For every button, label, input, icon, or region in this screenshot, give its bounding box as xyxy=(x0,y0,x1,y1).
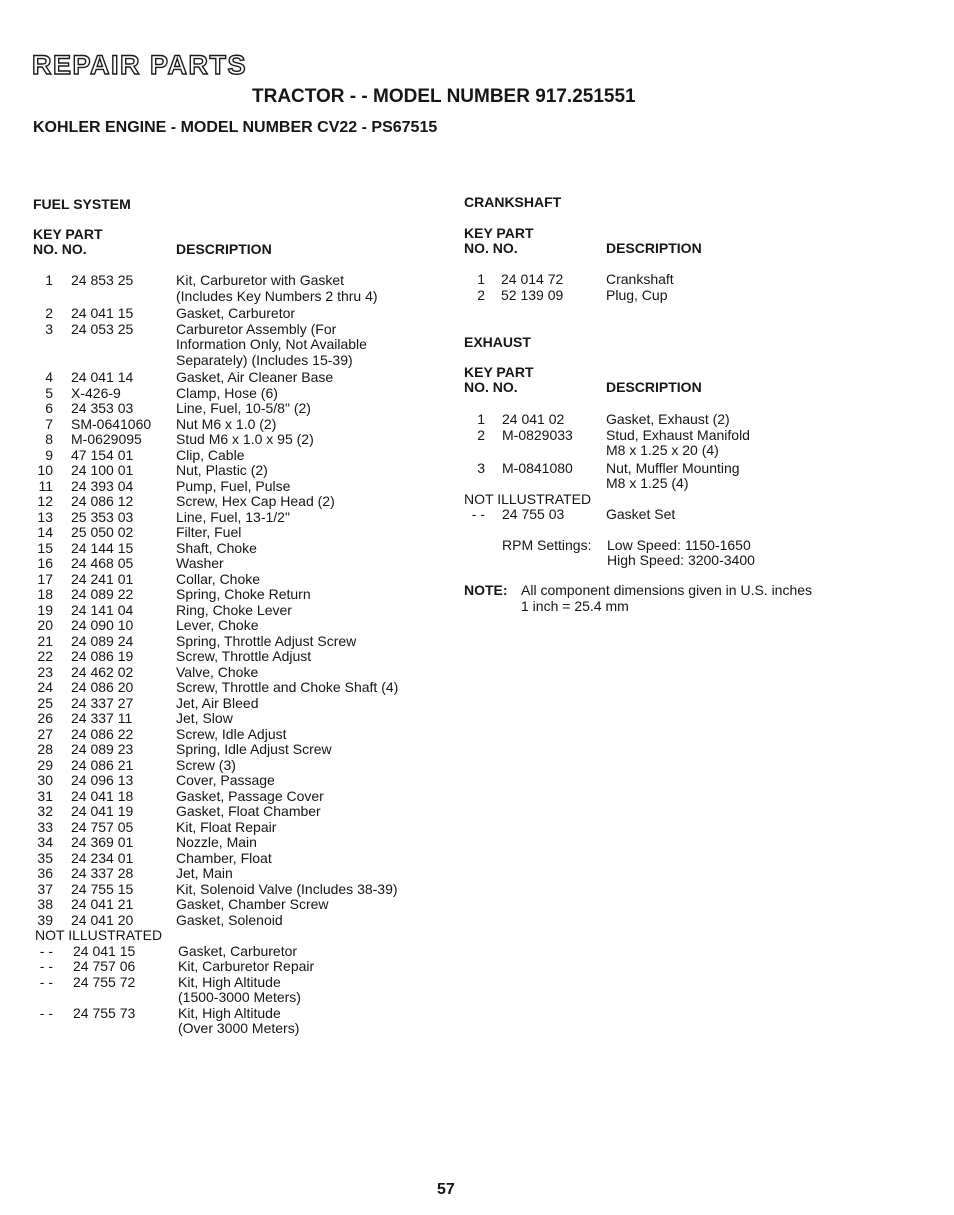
exhaust-no-no-header: NO. NO. xyxy=(464,379,518,395)
key-number: 25 xyxy=(37,694,53,711)
description: Line, Fuel, 13-1/2" xyxy=(176,508,290,525)
description: Nozzle, Main xyxy=(176,834,257,850)
description: Screw, Idle Adjust xyxy=(176,725,287,742)
description: Nut M6 x 1.0 (2) xyxy=(176,415,277,432)
key-number: 37 xyxy=(37,880,53,897)
key-number: 21 xyxy=(37,632,53,649)
part-number: 24 014 72 xyxy=(501,271,564,287)
key-number: - - xyxy=(471,506,485,522)
part-number: 25 353 03 xyxy=(71,508,134,525)
description: Clip, Cable xyxy=(176,446,245,463)
description: Gasket Set xyxy=(606,506,676,522)
part-number: 24 086 19 xyxy=(71,648,134,664)
description: Valve, Choke xyxy=(176,663,259,680)
part-number: 24 041 02 xyxy=(502,411,565,427)
key-number: 20 xyxy=(37,617,53,633)
part-number: 24 755 15 xyxy=(71,880,134,897)
fuel-no-no-header: NO. NO. xyxy=(33,241,87,257)
part-number: 24 462 02 xyxy=(71,663,134,680)
part-number: 24 086 22 xyxy=(71,725,134,742)
key-number: 2 xyxy=(45,305,53,321)
description: Gasket, Solenoid xyxy=(176,911,283,928)
key-number: 3 xyxy=(45,320,53,337)
description: Gasket, Passage Cover xyxy=(176,787,324,804)
key-number: 16 xyxy=(37,555,53,571)
description: Gasket, Carburetor xyxy=(178,942,298,959)
part-number: 24 755 03 xyxy=(502,506,565,522)
key-number: 31 xyxy=(37,787,53,804)
part-number: 24 141 04 xyxy=(71,601,134,618)
description: Kit, Float Repair xyxy=(176,818,277,835)
part-number: 47 154 01 xyxy=(71,446,134,463)
description: Spring, Idle Adjust Screw xyxy=(176,741,332,757)
exhaust-heading: EXHAUST xyxy=(464,334,531,350)
part-number: 24 241 01 xyxy=(71,570,134,587)
description: Gasket, Carburetor xyxy=(176,305,296,321)
key-number: 30 xyxy=(37,772,53,788)
part-number: 24 755 72 xyxy=(73,973,136,990)
description: Gasket, Float Chamber xyxy=(176,803,321,819)
rpm-low-speed: Low Speed: 1150-1650 xyxy=(607,537,751,553)
description: Pump, Fuel, Pulse xyxy=(176,477,291,494)
part-number: 24 086 20 xyxy=(71,679,134,695)
description: Kit, Carburetor with Gasket xyxy=(176,272,345,288)
part-number: 24 393 04 xyxy=(71,477,134,494)
part-number: 24 053 25 xyxy=(71,320,134,337)
key-number: 8 xyxy=(45,431,53,447)
part-number: 24 089 23 xyxy=(71,741,134,757)
fuel-key-part-header: KEY PART xyxy=(33,226,103,242)
description: Lever, Choke xyxy=(176,617,259,633)
key-number: 15 xyxy=(37,539,53,556)
key-number: 10 xyxy=(37,462,53,478)
description: Shaft, Choke xyxy=(176,539,257,556)
key-number: 38 xyxy=(37,896,53,912)
description: M8 x 1.25 x 20 (4) xyxy=(606,442,719,458)
description: Screw, Hex Cap Head (2) xyxy=(176,493,335,509)
key-number: 6 xyxy=(45,400,53,416)
key-number: - - xyxy=(39,1004,53,1021)
key-number: 34 xyxy=(37,834,53,850)
key-number: 2 xyxy=(477,426,485,443)
part-number: 24 089 22 xyxy=(71,586,134,602)
part-number: X-426-9 xyxy=(71,384,121,401)
description: (Includes Key Numbers 2 thru 4) xyxy=(176,287,378,304)
part-number: 24 041 19 xyxy=(71,803,134,819)
part-number: M-0829033 xyxy=(502,426,573,443)
description: Screw, Throttle and Choke Shaft (4) xyxy=(176,679,399,695)
key-number: 35 xyxy=(37,849,53,866)
part-number: 52 139 09 xyxy=(501,286,564,303)
description: Carburetor Assembly (For xyxy=(176,320,337,337)
description: Kit, High Altitude xyxy=(178,1004,281,1021)
description: Jet, Air Bleed xyxy=(176,694,259,711)
key-number: 36 xyxy=(37,865,53,881)
part-number: 24 086 12 xyxy=(71,493,134,509)
description: Kit, Solenoid Valve (Includes 38-39) xyxy=(176,880,398,897)
key-number: 24 xyxy=(37,679,53,695)
part-number: 24 369 01 xyxy=(71,834,134,850)
description: Kit, Carburetor Repair xyxy=(178,958,315,974)
description: Chamber, Float xyxy=(176,849,272,866)
key-number: 2 xyxy=(477,286,485,303)
part-number: 24 337 11 xyxy=(71,710,133,726)
part-number: 24 234 01 xyxy=(71,849,134,866)
description: Crankshaft xyxy=(606,271,674,287)
key-number: 13 xyxy=(37,508,53,525)
part-number: 24 086 21 xyxy=(71,756,134,773)
key-number: 32 xyxy=(37,803,53,819)
exhaust-description-header: DESCRIPTION xyxy=(606,379,702,395)
part-number: SM-0641060 xyxy=(71,415,152,432)
part-number: 24 096 13 xyxy=(71,772,134,788)
description: (Over 3000 Meters) xyxy=(178,1020,300,1036)
description: (1500-3000 Meters) xyxy=(178,989,301,1005)
part-number: M-0629095 xyxy=(71,431,142,447)
crankshaft-heading: CRANKSHAFT xyxy=(464,194,562,210)
description: M8 x 1.25 (4) xyxy=(606,475,689,491)
description: Ring, Choke Lever xyxy=(176,601,292,618)
description: Screw (3) xyxy=(176,756,236,773)
description: Stud M6 x 1.0 x 95 (2) xyxy=(176,431,314,447)
part-number: 24 353 03 xyxy=(71,400,134,416)
rpm-settings-label: RPM Settings: xyxy=(502,537,592,553)
description: Gasket, Chamber Screw xyxy=(176,896,329,912)
key-number: 26 xyxy=(37,710,53,726)
description: Collar, Choke xyxy=(176,570,261,587)
crank-key-part-header: KEY PART xyxy=(464,225,534,241)
engine-model-heading: KOHLER ENGINE - MODEL NUMBER CV22 - PS67515 xyxy=(33,119,438,136)
description: Spring, Throttle Adjust Screw xyxy=(176,632,357,649)
key-number: 33 xyxy=(37,818,53,835)
part-number: 24 144 15 xyxy=(71,539,134,556)
key-number: 12 xyxy=(37,493,53,509)
key-number: 1 xyxy=(45,272,53,288)
key-number: - - xyxy=(39,973,53,990)
description: Clamp, Hose (6) xyxy=(176,384,278,401)
description: Gasket, Exhaust (2) xyxy=(606,411,730,427)
exhaust-key-part-header: KEY PART xyxy=(464,364,534,380)
description: Kit, High Altitude xyxy=(178,973,281,990)
key-number: 18 xyxy=(37,586,53,602)
part-number: 24 757 05 xyxy=(71,818,134,835)
key-number: 11 xyxy=(38,477,53,494)
fuel-description-header: DESCRIPTION xyxy=(176,241,272,257)
key-number: 17 xyxy=(37,570,53,587)
key-number: 9 xyxy=(45,446,53,463)
part-number: 24 100 01 xyxy=(71,462,134,478)
part-number: 24 337 27 xyxy=(71,694,134,711)
fuel-system-heading: FUEL SYSTEM xyxy=(33,196,131,212)
part-number: 24 041 14 xyxy=(71,369,134,385)
part-number: 24 755 73 xyxy=(73,1004,136,1021)
description: Nut, Plastic (2) xyxy=(176,462,268,478)
note-line-1: All component dimensions given in U.S. inches xyxy=(521,582,813,598)
crank-no-no-header: NO. NO. xyxy=(464,240,518,256)
note-line-2: 1 inch = 25.4 mm xyxy=(521,598,629,614)
key-number: 22 xyxy=(37,648,53,664)
key-number: 1 xyxy=(477,411,485,427)
rpm-high-speed: High Speed: 3200-3400 xyxy=(607,552,755,568)
description: Jet, Main xyxy=(176,865,233,881)
description: Nut, Muffler Mounting xyxy=(606,459,740,476)
key-number: 29 xyxy=(37,756,53,773)
tractor-model-heading: TRACTOR - - MODEL NUMBER 917.251551 xyxy=(252,86,636,107)
part-number: 24 089 24 xyxy=(71,632,134,649)
description: Stud, Exhaust Manifold xyxy=(606,426,750,443)
exhaust-not-illustrated-label: NOT ILLUSTRATED xyxy=(464,490,592,507)
page-title: REPAIR PARTS xyxy=(32,50,248,80)
description: Gasket, Air Cleaner Base xyxy=(176,369,334,385)
part-number: 24 041 15 xyxy=(71,305,134,321)
part-number: 24 468 05 xyxy=(71,555,134,571)
part-number: 24 337 28 xyxy=(71,865,134,881)
fuel-not-illustrated-label: NOT ILLUSTRATED xyxy=(35,927,163,943)
key-number: 14 xyxy=(37,524,53,540)
crank-description-header: DESCRIPTION xyxy=(606,240,702,256)
part-number: 24 090 10 xyxy=(71,617,134,633)
part-number: 24 041 20 xyxy=(71,911,134,928)
part-number: 25 050 02 xyxy=(71,524,134,540)
part-number: 24 853 25 xyxy=(71,272,134,288)
key-number: 5 xyxy=(45,384,53,401)
key-number: 4 xyxy=(45,369,53,385)
description: Line, Fuel, 10-5/8" (2) xyxy=(176,400,311,416)
key-number: - - xyxy=(39,942,53,959)
key-number: 23 xyxy=(37,663,53,680)
key-number: 27 xyxy=(37,725,53,742)
description: Spring, Choke Return xyxy=(176,586,311,602)
key-number: 7 xyxy=(45,415,53,432)
key-number: 1 xyxy=(477,271,485,287)
description: Screw, Throttle Adjust xyxy=(176,648,312,664)
part-number: M-0841080 xyxy=(502,459,573,476)
note-label: NOTE: xyxy=(464,582,508,598)
description: Washer xyxy=(176,555,224,571)
description: Jet, Slow xyxy=(176,710,233,726)
description: Filter, Fuel xyxy=(176,524,242,540)
key-number: - - xyxy=(39,958,53,974)
description: Information Only, Not Available xyxy=(176,336,367,352)
key-number: 28 xyxy=(37,741,53,757)
key-number: 19 xyxy=(37,601,53,618)
part-number: 24 757 06 xyxy=(73,958,136,974)
part-number: 24 041 15 xyxy=(73,942,136,959)
description: Plug, Cup xyxy=(606,286,668,303)
page-number: 57 xyxy=(437,1181,455,1198)
key-number: 39 xyxy=(37,911,53,928)
part-number: 24 041 21 xyxy=(71,896,134,912)
description: Cover, Passage xyxy=(176,772,275,788)
description: Separately) (Includes 15-39) xyxy=(176,351,353,368)
part-number: 24 041 18 xyxy=(71,787,134,804)
key-number: 3 xyxy=(477,459,485,476)
